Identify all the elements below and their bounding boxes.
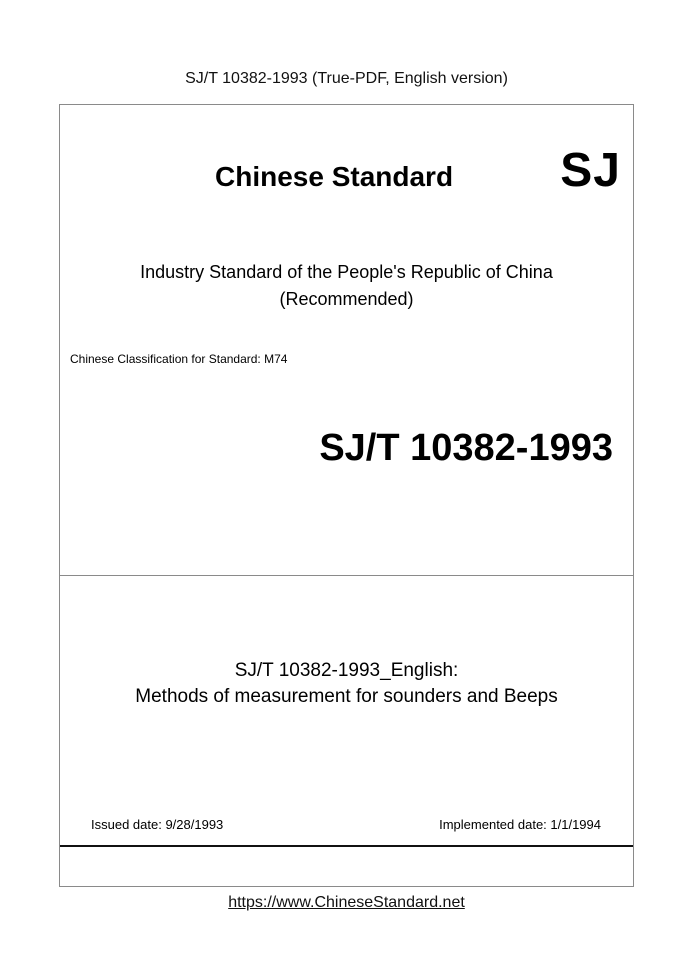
document-title-line-2: Methods of measurement for sounders and Beeps — [135, 686, 558, 707]
website-link[interactable]: https://www.ChineseStandard.net — [228, 894, 465, 911]
cover-frame — [59, 104, 634, 887]
classification-text: Chinese Classification for Standard: M74 — [70, 352, 288, 366]
document-title-line-1: SJ/T 10382-1993_English: — [234, 660, 459, 681]
cover-lower-section — [60, 576, 633, 846]
cover-upper-section — [60, 105, 633, 576]
cover-title: Chinese Standard — [215, 161, 454, 192]
industry-line-1: Industry Standard of the People's Republic of China — [140, 262, 553, 282]
sj-mark: SJ — [560, 144, 621, 197]
document-title — [60, 658, 633, 710]
standard-number: SJ/T 10382-1993 — [319, 427, 613, 469]
industry-standard-heading — [60, 259, 633, 313]
page-header: SJ/T 10382-1993 (True-PDF, English version) — [185, 70, 508, 87]
issued-date: Issued date: 9/28/1993 — [91, 817, 224, 832]
implemented-date: Implemented date: 1/1/1994 — [439, 817, 601, 832]
industry-line-2: (Recommended) — [279, 289, 414, 309]
cover-footer-box — [60, 846, 633, 888]
